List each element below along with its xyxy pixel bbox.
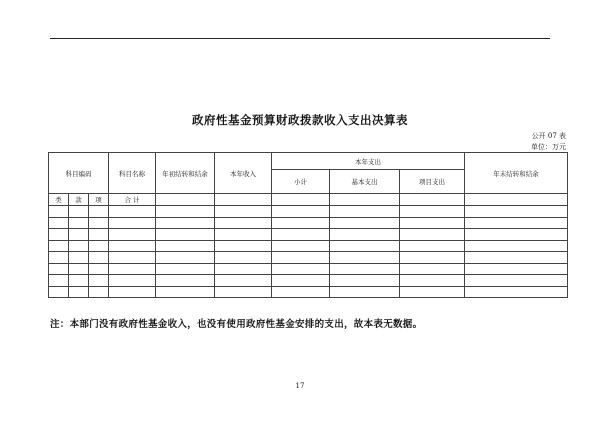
table-cell bbox=[400, 252, 465, 264]
table-cell bbox=[156, 206, 215, 218]
table-cell bbox=[156, 286, 215, 298]
table-cell bbox=[49, 252, 69, 264]
table-cell bbox=[215, 275, 272, 287]
table-cell bbox=[330, 286, 400, 298]
table-row bbox=[49, 275, 568, 287]
table-cell bbox=[109, 217, 156, 229]
table-cell bbox=[89, 240, 109, 252]
page-number: 17 bbox=[295, 382, 305, 390]
table-cell bbox=[109, 240, 156, 252]
table-cell bbox=[156, 252, 215, 264]
table-row bbox=[49, 240, 568, 252]
table-cell bbox=[465, 286, 568, 298]
table-cell bbox=[109, 206, 156, 218]
total-label: 合 计 bbox=[109, 194, 156, 206]
header-subject-code: 科目编码 bbox=[49, 153, 109, 194]
table-cell bbox=[156, 263, 215, 275]
total-cell bbox=[330, 194, 400, 206]
budget-table bbox=[48, 152, 568, 298]
header-subtotal: 小计 bbox=[272, 170, 330, 194]
table-row bbox=[49, 206, 568, 218]
table-cell bbox=[156, 240, 215, 252]
table-cell bbox=[272, 217, 330, 229]
footnote: 注：本部门没有政府性基金收入，也没有使用政府性基金安排的支出，故本表无数据。 bbox=[50, 319, 423, 330]
table-cell bbox=[69, 229, 89, 241]
table-cell bbox=[49, 275, 69, 287]
table-cell bbox=[400, 217, 465, 229]
table-cell bbox=[465, 252, 568, 264]
table-cell bbox=[49, 286, 69, 298]
header-basic-expenditure: 基本支出 bbox=[330, 170, 400, 194]
table-cell bbox=[89, 275, 109, 287]
table-cell bbox=[215, 229, 272, 241]
table-cell bbox=[465, 206, 568, 218]
table-row bbox=[49, 263, 568, 275]
table-cell bbox=[330, 263, 400, 275]
total-cell bbox=[272, 194, 330, 206]
total-cell bbox=[465, 194, 568, 206]
table-cell bbox=[272, 263, 330, 275]
table-cell bbox=[69, 275, 89, 287]
table-row bbox=[49, 286, 568, 298]
table-cell bbox=[69, 263, 89, 275]
table-cell bbox=[109, 252, 156, 264]
table-cell bbox=[465, 240, 568, 252]
table-cell bbox=[272, 275, 330, 287]
table-cell bbox=[330, 252, 400, 264]
unit-label: 单位：万元 bbox=[531, 143, 566, 151]
table-cell bbox=[89, 229, 109, 241]
table-cell bbox=[49, 240, 69, 252]
table-cell bbox=[272, 206, 330, 218]
table-cell bbox=[272, 240, 330, 252]
table-cell bbox=[69, 252, 89, 264]
table-cell bbox=[109, 263, 156, 275]
table-cell bbox=[400, 275, 465, 287]
table-cell bbox=[69, 206, 89, 218]
table-cell bbox=[465, 217, 568, 229]
table-cell bbox=[400, 229, 465, 241]
table-cell bbox=[272, 229, 330, 241]
table-cell bbox=[49, 206, 69, 218]
table-cell bbox=[400, 286, 465, 298]
table-cell bbox=[330, 229, 400, 241]
total-cell bbox=[156, 194, 215, 206]
table-cell bbox=[156, 229, 215, 241]
table-cell bbox=[49, 263, 69, 275]
table-cell bbox=[400, 206, 465, 218]
table-cell bbox=[272, 252, 330, 264]
header-current-income: 本年收入 bbox=[215, 153, 272, 194]
table-cell bbox=[89, 252, 109, 264]
table-cell bbox=[215, 240, 272, 252]
table-cell bbox=[109, 286, 156, 298]
table-cell bbox=[89, 263, 109, 275]
header-category: 类 bbox=[49, 194, 69, 206]
header-opening-balance: 年初结转和结余 bbox=[156, 153, 215, 194]
table-cell bbox=[215, 252, 272, 264]
table-cell bbox=[89, 206, 109, 218]
table-cell bbox=[49, 229, 69, 241]
table-cell bbox=[330, 206, 400, 218]
table-cell bbox=[69, 240, 89, 252]
table-row bbox=[49, 229, 568, 241]
table-cell bbox=[272, 286, 330, 298]
table-cell bbox=[69, 286, 89, 298]
table-row bbox=[49, 217, 568, 229]
total-cell bbox=[400, 194, 465, 206]
table-cell bbox=[330, 240, 400, 252]
table-cell bbox=[215, 206, 272, 218]
table-cell bbox=[465, 229, 568, 241]
total-cell bbox=[215, 194, 272, 206]
table-cell bbox=[89, 286, 109, 298]
table-cell bbox=[465, 263, 568, 275]
header-project-expenditure: 项目支出 bbox=[400, 170, 465, 194]
header-current-expenditure: 本年支出 bbox=[272, 153, 465, 170]
table-cell bbox=[215, 217, 272, 229]
table-cell bbox=[215, 263, 272, 275]
table-cell bbox=[330, 217, 400, 229]
table-cell bbox=[156, 217, 215, 229]
form-code: 公开 07 表 bbox=[531, 132, 566, 140]
table-cell bbox=[49, 217, 69, 229]
table-cell bbox=[69, 217, 89, 229]
table-cell bbox=[156, 275, 215, 287]
document-title: 政府性基金预算财政拨款收入支出决算表 bbox=[192, 113, 408, 127]
table-cell bbox=[109, 229, 156, 241]
header-section: 款 bbox=[69, 194, 89, 206]
table-cell bbox=[330, 275, 400, 287]
table-cell bbox=[215, 286, 272, 298]
header-closing-balance: 年末结转和结余 bbox=[465, 153, 568, 194]
header-item: 项 bbox=[89, 194, 109, 206]
header-rule bbox=[50, 38, 550, 39]
header-subject-name: 科目名称 bbox=[109, 153, 156, 194]
table-cell bbox=[109, 275, 156, 287]
table-row bbox=[49, 252, 568, 264]
table-cell bbox=[89, 217, 109, 229]
table-cell bbox=[400, 240, 465, 252]
table-cell bbox=[400, 263, 465, 275]
table-cell bbox=[465, 275, 568, 287]
